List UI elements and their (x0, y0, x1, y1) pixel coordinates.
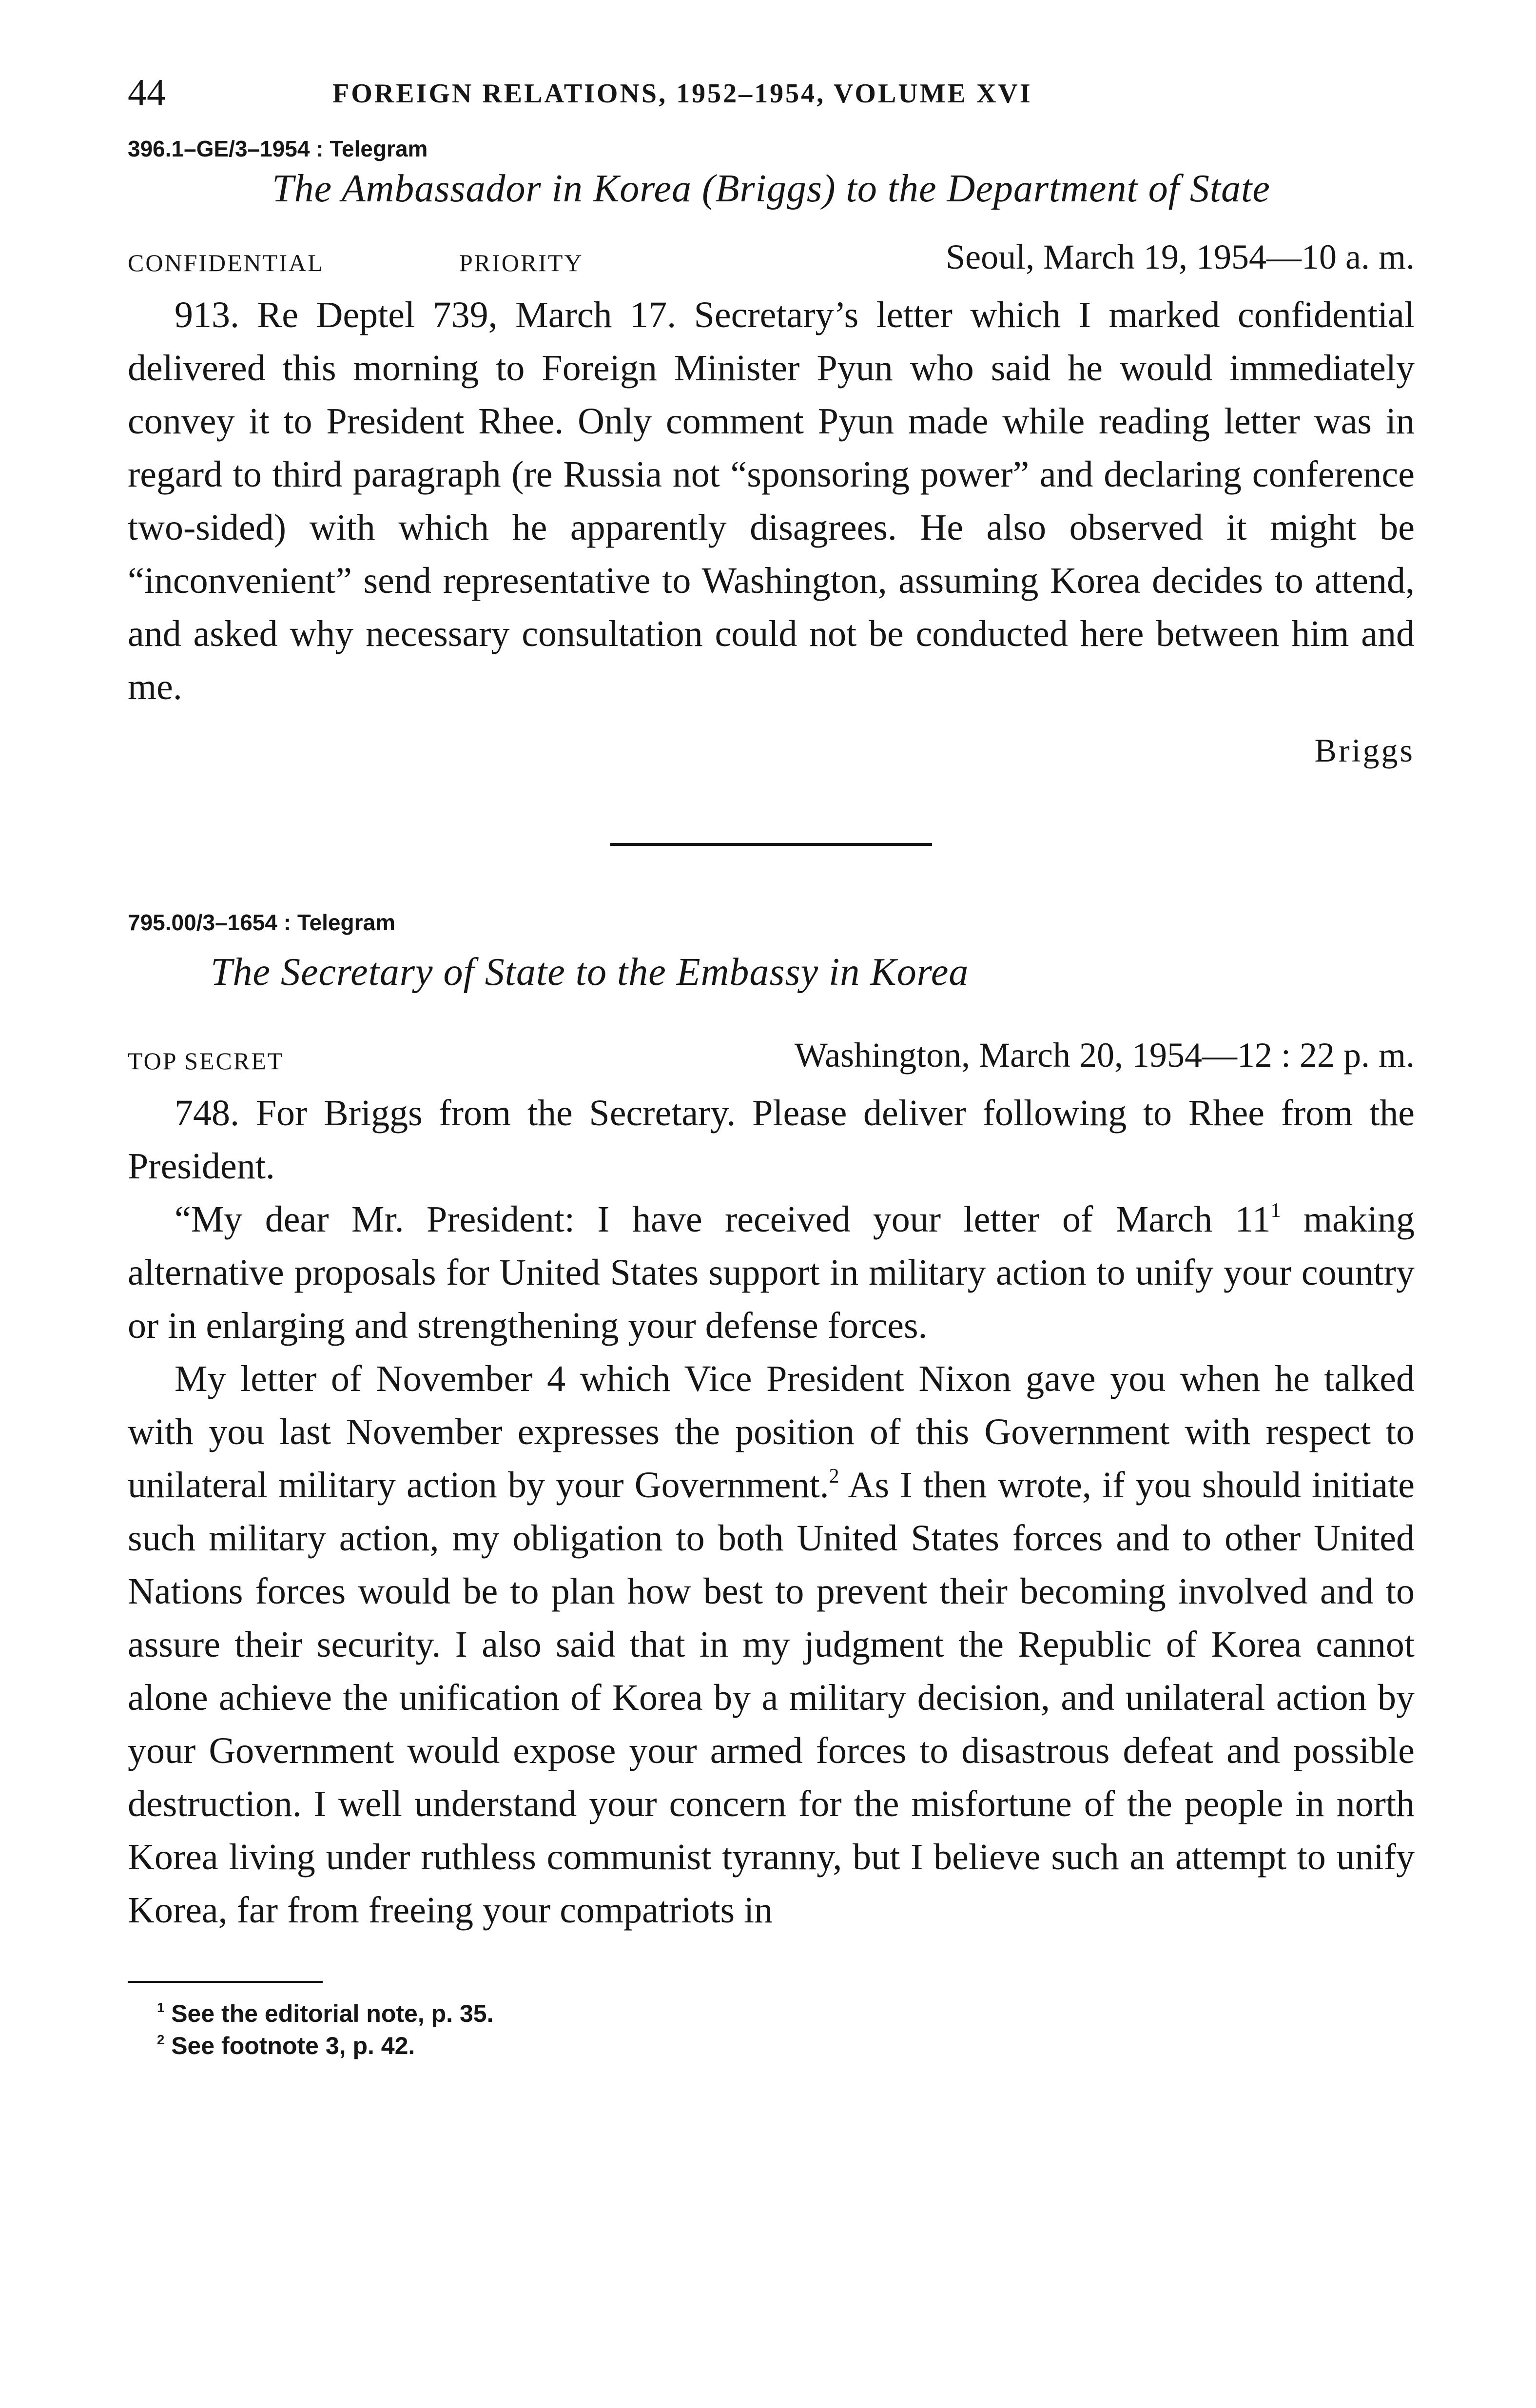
running-title: FOREIGN RELATIONS, 1952–1954, VOLUME XVI (332, 78, 1032, 109)
paragraph-text: As I then wrote, if you should initiate such military action, my obligation to both United States forces and to other United Nations forces would be to plan how best to prevent their becoming involved and to assure their security. I also said that in my judgment the Republic of Korea cannot alone achieve the unification of Korea by a military decision, and unilateral action by your Government would expose your armed forces to disastrous defeat and possible destruction. I well understand your concern for the misfortune of the people in north Korea living under ruthless communist tyranny, but I believe such an attempt to unify Korea, far from freeing your compatriots in (128, 1465, 1415, 1931)
footnote (157, 2030, 1415, 2062)
document-page (128, 68, 1415, 2062)
footnote-mark: 1 (157, 1999, 165, 2015)
document-title: The Secretary of State to the Embassy in Korea (211, 951, 969, 994)
footnote (157, 1997, 1415, 2030)
file-reference: 795.00/3–1654 : Telegram (128, 910, 395, 935)
body-paragraph: 913. Re Deptel 739, March 17. Secretary’s letter which I marked confidential delivered this morning to Foreign Minister Pyun who said he would immediately convey it to President Rhee. Only comment Pyun made while reading letter was in regard to third paragraph (re Russia not “sponsoring power” and declaring conference two-sided) with which he apparently disagrees. He also observed it might be “inconvenient” send representative to Washington, assuming Korea decides to attend, and asked why necessary consultation could not be conducted here between him and me. (128, 294, 1415, 707)
document-meta (128, 230, 1415, 289)
place-date: Seoul, March 19, 1954—10 a. m. (946, 237, 1415, 276)
footnote-marker: 2 (829, 1465, 839, 1488)
page-number: 44 (128, 71, 166, 114)
body-paragraph (128, 1193, 1415, 1352)
classification: CONFIDENTIAL (128, 249, 324, 276)
section-separator (610, 843, 932, 846)
classification: TOP SECRET (128, 1047, 284, 1075)
footnote-mark: 2 (157, 2032, 165, 2047)
footnote-marker: 1 (1270, 1199, 1281, 1222)
body-paragraph: 748. For Briggs from the Secretary. Please deliver following to Rhee from the President. (128, 1093, 1415, 1187)
paragraph-text: My letter of November 4 which Vice President Nixon gave you when he talked with you last November expresses the position of this Government with respect to unilateral military action by your Government. (128, 1358, 1415, 1506)
footnote-text: See footnote 3, p. 42. (164, 2032, 415, 2059)
paragraph-text: “My dear Mr. President: I have received your letter of March 11 (175, 1199, 1271, 1240)
footnote-rule (128, 1981, 323, 1983)
footnote-text: See the editorial note, p. 35. (164, 2000, 494, 2027)
file-reference: 396.1–GE/3–1954 : Telegram (128, 136, 428, 161)
body-paragraph (128, 1352, 1415, 1937)
place-date: Washington, March 20, 1954—12 : 22 p. m. (794, 1036, 1415, 1075)
document-meta (128, 1028, 1415, 1087)
running-head (128, 68, 1415, 127)
signature: Briggs (1314, 732, 1415, 769)
document-title: The Ambassador in Korea (Briggs) to the Department of State (272, 167, 1270, 210)
precedence: PRIORITY (459, 249, 583, 276)
paragraph-text: making alternative proposals for United States support in military action to unify your country or in enlarging and strengthening your defense forces. (128, 1199, 1415, 1346)
